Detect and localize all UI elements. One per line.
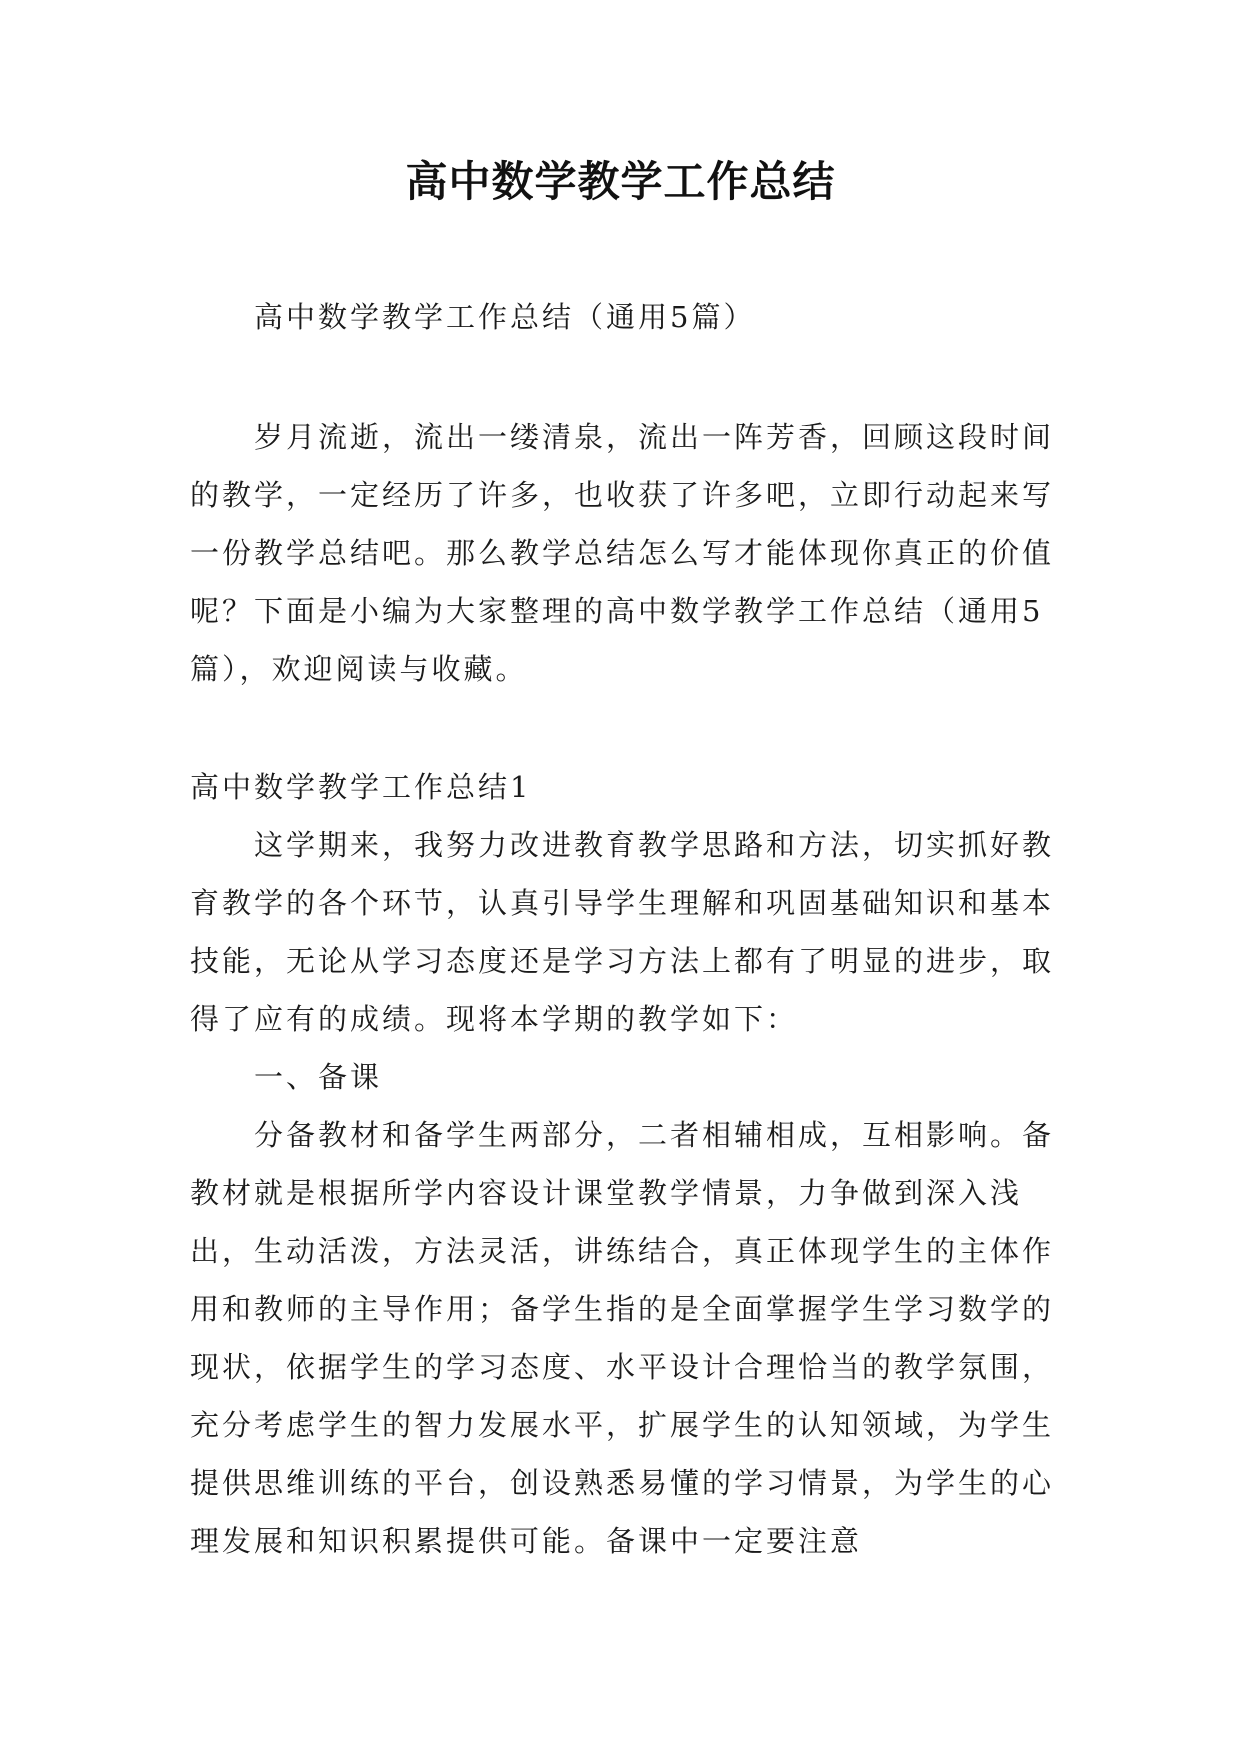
paragraph-text: 分备教材和备学生两部分，二者相辅相成，互相影响。备教材就是根据所学内容设计课堂教学情景，力争做到深入浅出，生动活泼，方法灵活，讲练结合，真正体现学生的主体作用和教师的主导作用；备学生指的是全面掌握学生学习数学的现状，依据学生的学习态度、水平设计合理恰当的教学氛围，充分考虑学生的智力发展水平，扩展学生的认知领域，为学生提供思维训练的平台，创设熟悉易懂的学习情景，为学生的心理发展和知识积累提供可能。备课中一定要注意: [190, 1118, 1055, 1558]
document-title: 高中数学教学工作总结: [405, 157, 836, 206]
intro-text: 岁月流逝，流出一缕清泉，流出一阵芳香，回顾这段时间的教学，一定经历了许多，也收获了许多吧，立即行动起来写一份教学总结吧。那么教学总结怎么写才能体现你真正的价值呢？下面是小编为大家整理的高中数学教学工作总结（通用5篇），欢迎阅读与收藏。: [190, 420, 1055, 686]
subheading-text: 一、备课: [254, 1060, 383, 1094]
section-1-paragraph-2: [190, 1106, 1060, 1570]
section-1-heading: 高中数学教学工作总结1: [190, 770, 532, 804]
intro-paragraph: [190, 408, 1060, 698]
subtitle-text: 高中数学教学工作总结（通用5篇）: [254, 300, 756, 334]
document-subtitle: [190, 288, 1060, 346]
subheading-prep: [190, 1048, 1060, 1106]
paragraph-text: 这学期来，我努力改进教育教学思路和方法，切实抓好教育教学的各个环节，认真引导学生理解和巩固基础知识和基本技能，无论从学习态度还是学习方法上都有了明显的进步，取得了应有的成绩。现将本学期的教学如下：: [190, 828, 1055, 1036]
section-heading: [190, 758, 1060, 816]
section-1-paragraph-1: [190, 816, 1060, 1048]
